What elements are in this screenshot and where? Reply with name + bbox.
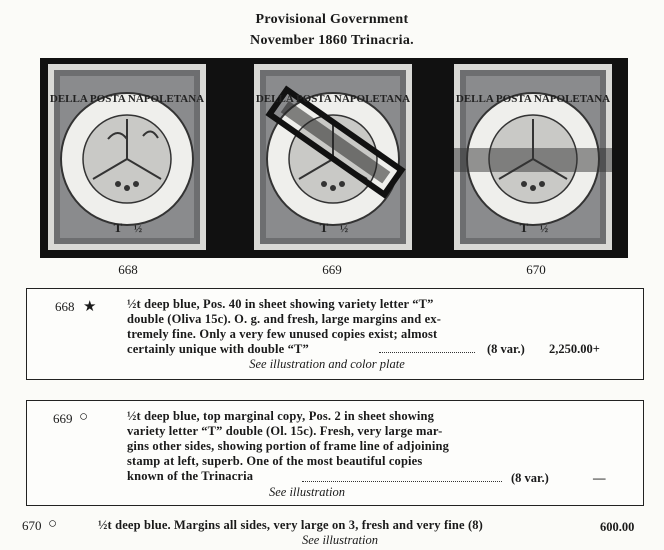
cancellation-bars-postmark xyxy=(454,148,612,172)
stamp-image-668 xyxy=(48,64,206,250)
variety-count: (8 var.) xyxy=(487,342,525,356)
stamp-photo-strip xyxy=(40,58,628,258)
lot-description: ½t deep blue. Margins all sides, very large on 3, fresh and very fine (8) xyxy=(98,518,483,532)
stamp-inscription: DELLA POSTA NAPOLETANA xyxy=(255,93,411,105)
trinacria-stamp-illustration xyxy=(48,64,206,250)
see-illustration-note: See illustration xyxy=(301,533,379,547)
trinacria-stamp-illustration xyxy=(254,64,412,250)
stamp-value-mark: T xyxy=(319,220,329,235)
stamp-fraction: ½ xyxy=(339,223,349,235)
unused-star-icon: ★ xyxy=(83,299,97,315)
used-circle-icon: ○ xyxy=(48,516,58,532)
lot-entry-669 xyxy=(26,400,644,506)
stamp-caption-669: 669 xyxy=(322,262,342,277)
stamp-value-mark: T xyxy=(519,220,529,235)
lot-number: 668 xyxy=(55,299,75,314)
stamp-caption-668: 668 xyxy=(118,262,138,277)
lot-price: 600.00 xyxy=(600,520,635,534)
see-illustration-note: See illustration xyxy=(268,485,346,499)
lot-number: 670 xyxy=(22,518,42,533)
lot-price: 2,250.00+ xyxy=(549,342,600,356)
see-illustration-note: See illustration and color plate xyxy=(249,357,405,371)
stamp-caption-670: 670 xyxy=(526,262,546,277)
lot-description: ½t deep blue, Pos. 40 in sheet showing variety letter “T” double (Oliva 15c). O. g. and fresh, large margins and ex- tremely fine. Only a very few unused copies exist; almost certainly unique with double “T” xyxy=(127,297,442,356)
used-circle-icon: ○ xyxy=(79,409,89,425)
lot-number: 669 xyxy=(53,411,73,426)
variety-count: (8 var.) xyxy=(511,471,549,485)
leader-dots xyxy=(379,352,475,353)
stamp-fraction: ½ xyxy=(539,223,549,235)
stamp-fraction: ½ xyxy=(133,223,143,235)
stamp-image-669 xyxy=(254,64,412,250)
trinacria-stamp-illustration xyxy=(454,64,612,250)
catalog-section-subtitle: November 1860 Trinacria. xyxy=(250,33,414,48)
stamp-inscription: DELLA POSTA NAPOLETANA xyxy=(49,93,205,105)
lot-price: — xyxy=(593,471,606,485)
stamp-value-mark: T xyxy=(113,220,123,235)
lot-description: ½t deep blue, top marginal copy, Pos. 2 in sheet showing variety letter “T” double (Ol. 15c). Fresh, very large mar- gins other sides, showing portion of frame line of adjoining stamp at left, superb. One of the most beautiful copies known of the Trinacria xyxy=(127,409,449,483)
stamp-inscription: DELLA POSTA NAPOLETANA xyxy=(455,93,611,105)
catalog-section-title: Provisional Government xyxy=(255,12,409,27)
lot-entry-668 xyxy=(26,288,644,380)
leader-dots xyxy=(302,481,502,482)
stamp-image-670 xyxy=(454,64,612,250)
